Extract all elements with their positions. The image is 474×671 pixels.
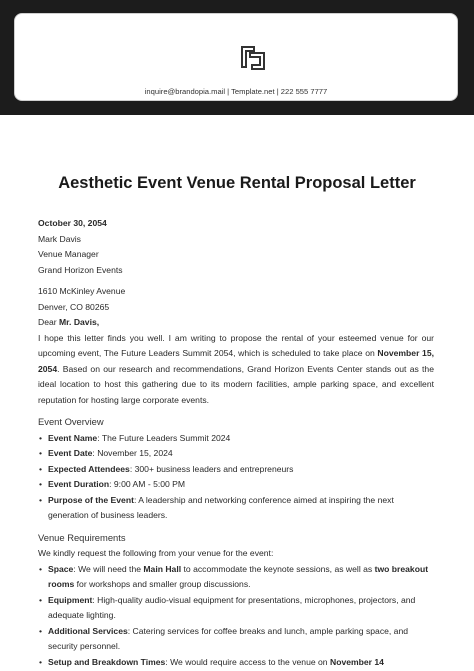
- list-item: • Event Duration: 9:00 AM - 5:00 PM: [48, 477, 434, 493]
- list-item: • Expected Attendees: 300+ business leaders and entrepreneurs: [48, 462, 434, 478]
- letter-body: [38, 216, 434, 670]
- list-item: • Setup and Breakdown Times: We would require access to the venue on November 14: [48, 655, 434, 671]
- contact-line: inquire@brandopia.mail | Template.net | 222 555 7777: [144, 87, 328, 96]
- address-line-2: Denver, CO 80265: [38, 301, 110, 312]
- recipient-name: Mark Davis: [38, 233, 81, 244]
- event-overview-heading: Event Overview: [38, 416, 104, 427]
- venue-requirements-heading: Venue Requirements: [38, 531, 126, 543]
- event-overview-list: [38, 431, 434, 524]
- header-band: [0, 0, 474, 115]
- address-line-1: 1610 McKinley Avenue: [38, 286, 126, 296]
- brand-logo-icon: [239, 45, 267, 71]
- letterhead-card: [14, 13, 458, 101]
- intro-paragraph: I hope this letter finds you well. I am writing to propose the rental of your esteemed venue for our upcoming event, The Future Leaders Summit 2054, which is scheduled to take place on November 15, 2054. Based on our research and recommendations, Grand Horizon Events Center stands out as the ideal location to host this gathering due to its modern facilities, ample parking space, and excellent reputation for hosting large corporate events.: [38, 332, 434, 405]
- list-item: • Event Name: The Future Leaders Summit 2024: [48, 431, 434, 447]
- list-item: • Additional Services: Catering services for coffee breaks and lunch, ample parking space, and security personnel.: [48, 624, 434, 655]
- letter-date: October 30, 2054: [38, 218, 107, 228]
- venue-requirements-list: [38, 562, 434, 671]
- salutation: Dear Mr. Davis,: [38, 317, 100, 327]
- document-title: Aesthetic Event Venue Rental Proposal Letter: [58, 174, 416, 192]
- list-item: • Space: We will need the Main Hall to accommodate the keynote sessions, as well as two breakout rooms for workshops and smaller group discussions.: [48, 562, 434, 593]
- requirements-intro: We kindly request the following from your venue for the event:: [38, 548, 274, 558]
- recipient-company: Grand Horizon Events: [38, 264, 123, 275]
- list-item: • Equipment: High-quality audio-visual equipment for presentations, microphones, projectors, and adequate lighting.: [48, 593, 434, 624]
- list-item: • Event Date: November 15, 2024: [48, 446, 434, 462]
- list-item: • Purpose of the Event: A leadership and networking conference aimed at inspiring the next generation of business leaders.: [48, 493, 434, 524]
- recipient-title: Venue Manager: [38, 249, 99, 259]
